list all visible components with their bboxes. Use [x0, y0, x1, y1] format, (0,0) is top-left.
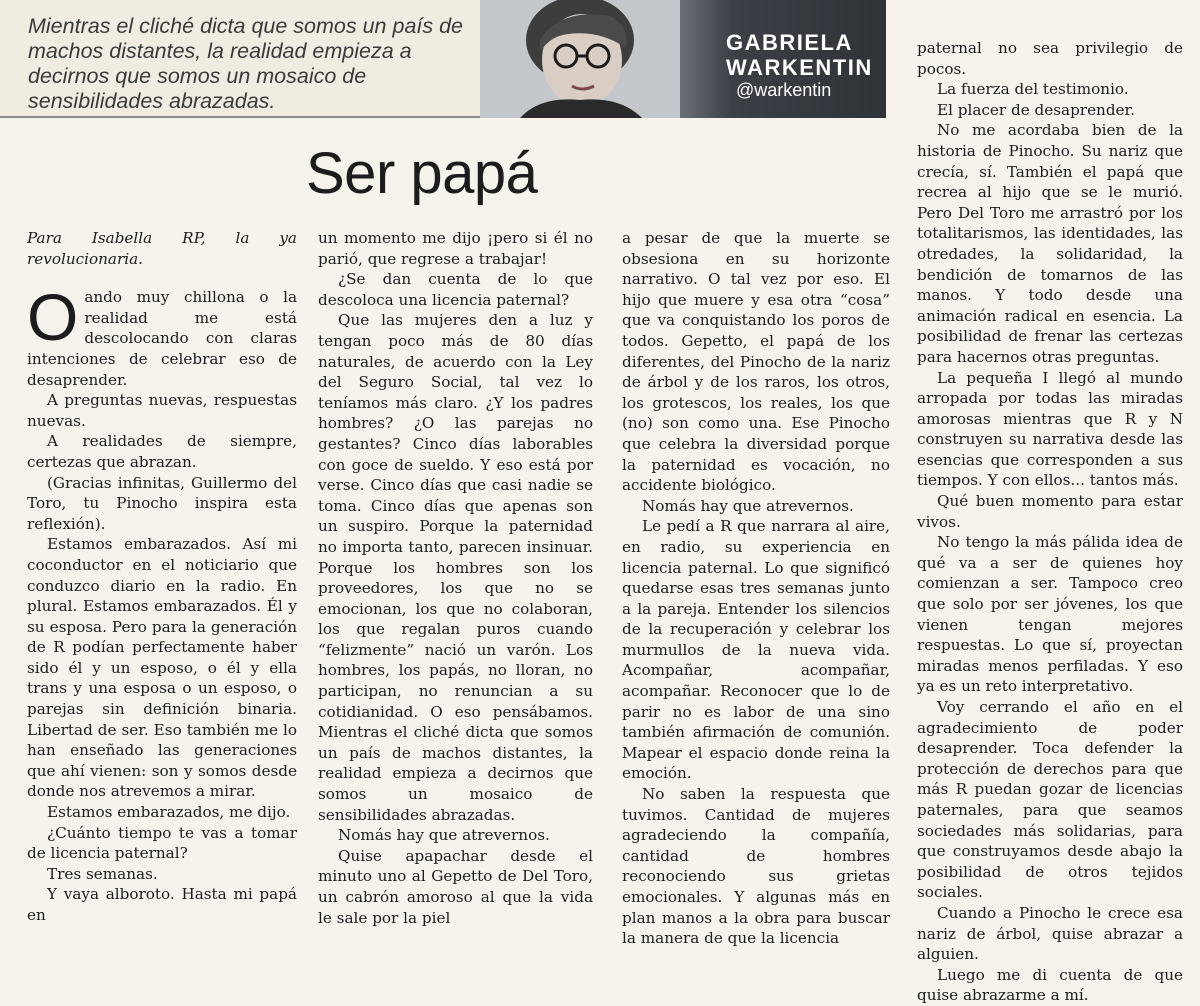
- paragraph: Qué buen momento para estar vivos.: [917, 492, 1183, 531]
- paragraph: A realidades de siempre, certezas que abrazan.: [27, 432, 297, 471]
- headline: Ser papá: [306, 141, 538, 206]
- paragraph: a pesar de que la muerte se obsesiona en su horizonte narrativo. O tal vez por eso. El hijo que muere y esa otra “cosa” que va conquistando los poros de todos. Gepetto, el papá de los diferentes, del Pinocho de la nariz de árbol y de los raros, los otros, los grotescos, los reales, los que (no) son como una. Ese Pinocho que celebra la diversidad porque la paternidad es vocación, no accidente biológico.: [622, 229, 890, 495]
- author-handle: @warkentin: [736, 80, 832, 100]
- pull-quote-box: [0, 0, 480, 118]
- paragraph: un momento me dijo ¡pero si él no parió, que regrese a trabajar!: [318, 229, 593, 268]
- author-banner: [480, 0, 886, 118]
- paragraph: Le pedí a R que narrara al aire, en radio, su experiencia en licencia paternal. Lo que significó quedarse esas tres semanas junto a la pareja. Entender los silencios de la recuperación y celebrar los murmullos de la nueva vida. Acompañar, acompañar, acompañar. Reconocer que lo de parir no es labor de una sino también afirmación de comunión. Mapear el espacio donde reina la emoción.: [622, 517, 890, 783]
- dropcap: O: [27, 280, 79, 355]
- dedication: Para Isabella RP, la ya revolucionaria.: [27, 229, 297, 268]
- paragraph: Que las mujeres den a luz y tengan poco más de 80 días naturales, de acuerdo con la Ley del Seguro Social, tal vez lo teníamos más claro. ¿Y los padres hombres? ¿O las parejas no gestantes? Cinco días laborables con goce de sueldo. Y eso está por verse. Cinco días que casi nadie se toma. Cinco días que apenas son un suspiro. Porque la paternidad no importa tanto, parecen insinuar. Porque los hombres son los proveedores, los que no se emocionan, los que no colaboran, los que regalan puros cuando “felizmente” nació un varón. Los hombres, los papás, no lloran, no participan, no renuncian a su cotidianidad. O eso pensábamos. Mientras el cliché dicta que somos un país de machos distantes, la realidad empieza a decirnos que somos un mosaico de sensibilidades abrazadas.: [318, 311, 593, 824]
- paragraph: La pequeña I llegó al mundo arropada por todas las miradas amorosas mientras que R y N construyen su narrativa desde las esencias que corresponden a sus tiempos. Y con ellos... tantos más.: [917, 368, 1183, 490]
- column-1: [27, 228, 297, 926]
- paragraph: Oando muy chillona o la realidad me está descolocando con claras intenciones de celebrar eso de desaprender.: [27, 280, 297, 389]
- paragraph: La fuerza del testimonio.: [937, 80, 1129, 99]
- column-4: [917, 38, 1183, 1006]
- paragraph: ¿Se dan cuenta de lo que descoloca una licencia paternal?: [318, 270, 593, 309]
- paragraph: Cuando a Pinocho le crece esa nariz de árbol, quise abrazar a alguien.: [917, 903, 1183, 964]
- paragraph: No me acordaba bien de la historia de Pinocho. Su nariz que crecía, sí. También el papá que recrea al hijo que se le murió. Pero Del Toro me arrastró por los totalitarismos, las identidades, las otredades, la solidaridad, la bendición de tomarnos de las manos. Y todo desde una animación radical en esencia. La posibilidad de frenar las certezas para hacernos otras preguntas.: [917, 121, 1183, 366]
- paragraph: Estamos embarazados, me dijo.: [47, 803, 291, 822]
- paragraph: Nomás hay que atrevernos.: [338, 826, 550, 845]
- paragraph: Nomás hay que atrevernos.: [642, 496, 854, 515]
- paragraph: A preguntas nuevas, respuestas nuevas.: [27, 391, 297, 430]
- paragraph: Luego me di cuenta de que quise abrazarme a mí.: [917, 965, 1183, 1005]
- paragraph: El placer de desaprender.: [937, 100, 1135, 119]
- paragraph: Tres semanas.: [47, 864, 158, 883]
- paragraph: paternal no sea privilegio de pocos.: [917, 39, 1183, 78]
- paragraph: (Gracias infinitas, Guillermo del Toro, tu Pinocho inspira esta reflexión).: [27, 473, 297, 533]
- author-portrait: [480, 0, 680, 118]
- paragraph: ¿Cuánto tiempo te vas a tomar de licencia paternal?: [27, 823, 297, 863]
- column-2: [318, 228, 593, 928]
- paragraph: No tengo la más pálida idea de qué va a ser de quienes hoy comienzan a ser. Tampoco creo que solo por ser jóvenes, los que vienen tengan mejores respuestas. Lo que sí, proyectan miradas menos perfiladas. Y eso ya es un reto interpretativo.: [917, 533, 1183, 696]
- author-name: GABRIELA WARKENTIN: [726, 30, 873, 80]
- paragraph: Y vaya alboroto. Hasta mi papá en: [27, 885, 297, 924]
- pull-quote: Mientras el cliché dicta que somos un país de machos distantes, la realidad empieza a decirnos que somos un mosaico de sensibilidades abrazadas.: [28, 14, 464, 113]
- column-3: [622, 228, 890, 949]
- paragraph: Quise apapachar desde el minuto uno al Gepetto de Del Toro, un cabrón amoroso al que la vida le sale por la piel: [318, 846, 593, 927]
- paragraph: Estamos embarazados. Así mi coconductor en el noticiario que conduzco diario en la radio. En plural. Estamos embarazados. Él y su esposa. Pero para la generación de R podían perfectamente haber sido él y un esposo, o él y ella trans y una esposa o un esposo, o parejas sin definición binaria. Libertad de ser. Eso también me lo han enseñado las generaciones que ahí vienen: son y somos desde donde nos atrevemos a mirar.: [27, 535, 297, 801]
- paragraph: No saben la respuesta que tuvimos. Cantidad de mujeres agradeciendo la compañía, cantidad de hombres reconociendo sus grietas emocionales. Y algunas más en plan manos a la obra para buscar la manera de que la licencia: [622, 785, 890, 948]
- paragraph: Voy cerrando el año en el agradecimiento de poder desaprender. Toca defender la protección de derechos para que más R puedan gozar de licencias paternales, para que seamos sociedades más solidarias, para que construyamos desde abajo la posibilidad de otros tejidos sociales.: [917, 698, 1183, 902]
